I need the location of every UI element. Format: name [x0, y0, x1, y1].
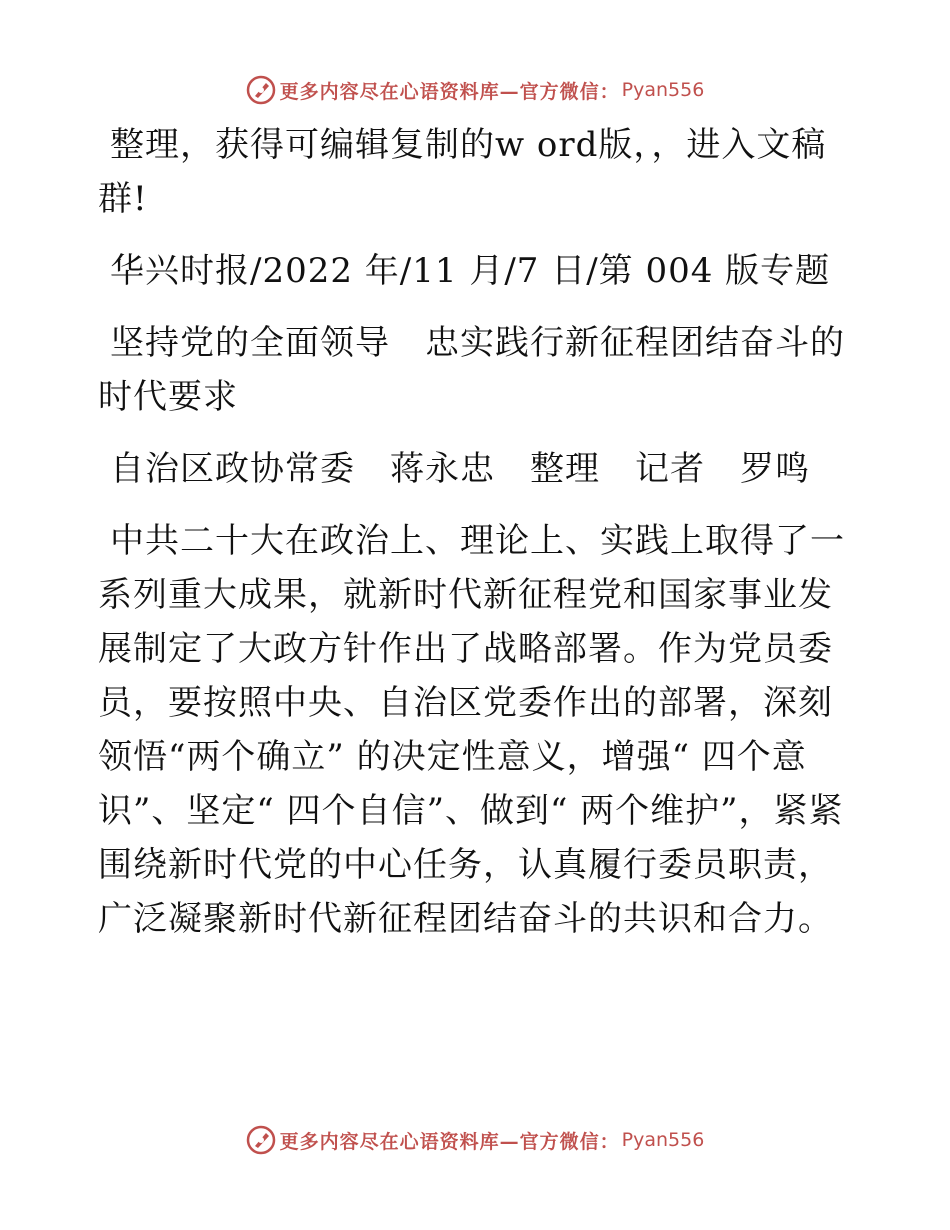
- brand-logo-icon: [246, 1125, 276, 1155]
- paragraph-source-line: 华兴时报/2022 年/11 月/7 日/第 004 版专题: [110, 251, 831, 291]
- banner-text: 更多内容尽在心语资料库—官方微信：: [279, 1130, 620, 1153]
- paragraph-notice: 整理，获得可编辑复制的w ord版，，进入文稿群!: [98, 125, 827, 219]
- header-watermark-banner: [0, 70, 950, 110]
- footer-watermark-banner: [0, 1120, 950, 1160]
- brand-logo-icon: [246, 75, 276, 105]
- document-body: [98, 118, 858, 964]
- article-title: 坚持党的全面领导 忠实践行新征程团结奋斗的时代要求: [98, 323, 845, 417]
- banner-wechat-id: Pyan556: [621, 79, 705, 101]
- banner-wechat-id: Pyan556: [621, 1129, 705, 1151]
- article-byline: 自治区政协常委 蒋永忠 整理 记者 罗鸣: [110, 449, 810, 489]
- article-body-paragraph: 中共二十大在政治上、理论上、实践上取得了一系列重大成果，就新时代新征程党和国家事业发展制定了大政方针作出了战略部署。作为党员委员，要按照中央、自治区党委作出的部署，深刻领悟“两个确立” 的决定性意义，增强“ 四个意识”、坚定“ 四个自信”、做到“ 两个维护”，紧紧围绕新时代党的中心任务，认真履行委员职责，广泛凝聚新时代新征程团结奋斗的共识和合力。: [98, 521, 845, 939]
- banner-text: 更多内容尽在心语资料库—官方微信：: [279, 80, 620, 103]
